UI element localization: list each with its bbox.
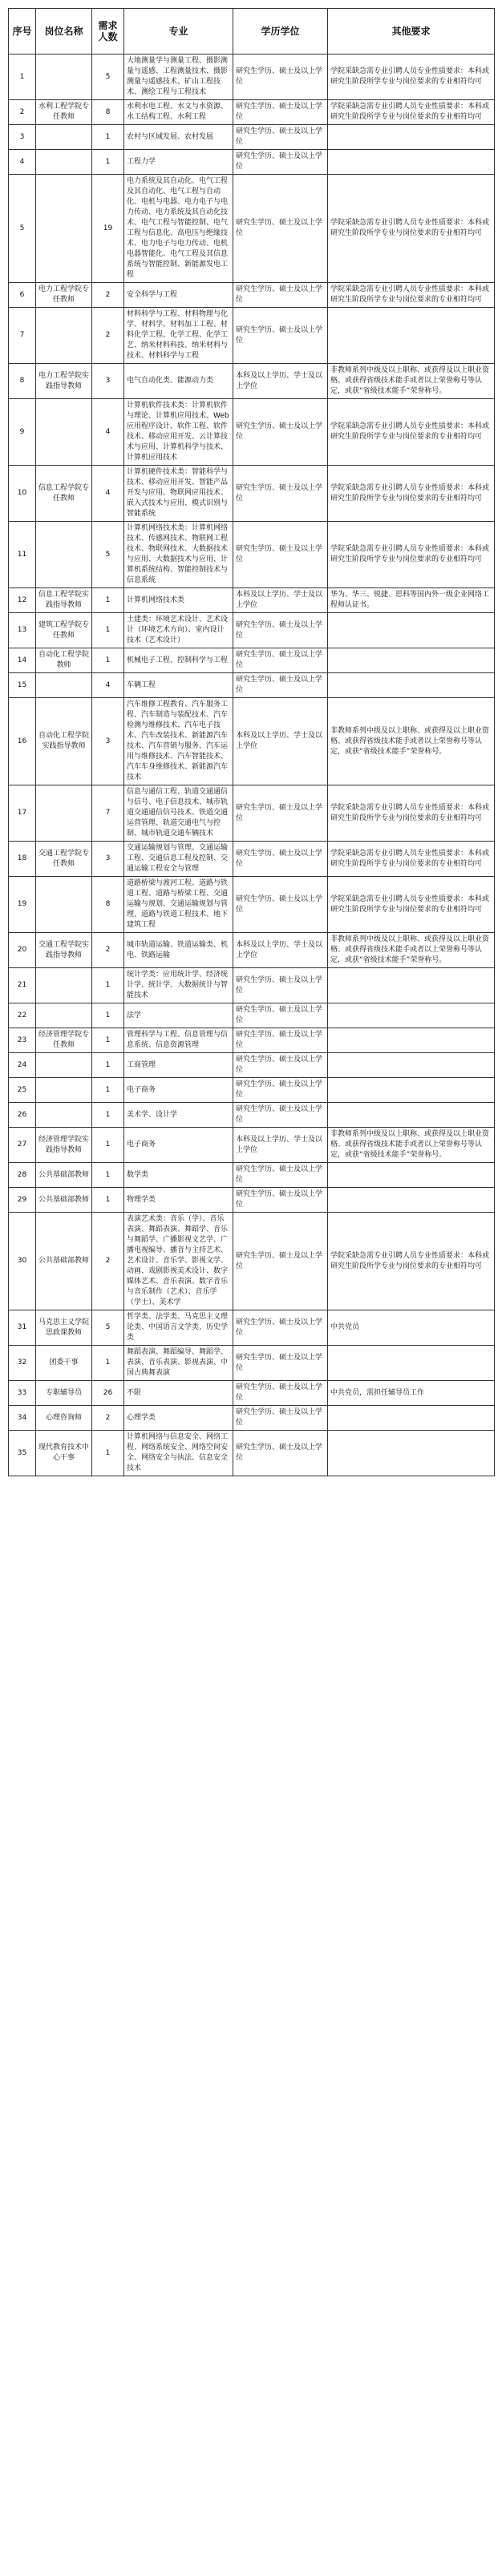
cell-post: 公共基础部教师 bbox=[36, 1188, 92, 1213]
table-row bbox=[9, 1213, 495, 1310]
cell-requirements bbox=[328, 1078, 495, 1103]
cell-headcount: 5 bbox=[92, 55, 124, 100]
cell-post: 公共基础部教师 bbox=[36, 1163, 92, 1188]
cell-headcount: 4 bbox=[92, 466, 124, 522]
cell-requirements: 学院采缺急需专业引聘人员专业性质要求：本科或研究生阶段所学专业与岗位要求的专业相符均可 bbox=[328, 55, 495, 100]
cell-post: 马克思主义学院思政课教师 bbox=[36, 1310, 92, 1346]
table-row bbox=[9, 399, 495, 466]
cell-headcount: 1 bbox=[92, 1028, 124, 1053]
cell-headcount: 1 bbox=[92, 1431, 124, 1476]
cell-post: 专职辅导员 bbox=[36, 1381, 92, 1406]
cell-education: 研究生学历、硕士及以上学位 bbox=[233, 1163, 328, 1188]
table-row bbox=[9, 1163, 495, 1188]
header-headcount: 需求人数 bbox=[92, 9, 124, 55]
table-row bbox=[9, 308, 495, 364]
cell-headcount: 1 bbox=[92, 1053, 124, 1078]
cell-education: 研究生学历、硕士及以上学位 bbox=[233, 842, 328, 877]
table-row bbox=[9, 1406, 495, 1431]
table-row bbox=[9, 877, 495, 933]
table-row bbox=[9, 1028, 495, 1053]
cell-serial: 29 bbox=[9, 1188, 36, 1213]
cell-requirements bbox=[328, 1103, 495, 1128]
cell-major: 物理学类 bbox=[124, 1188, 233, 1213]
table-header-row bbox=[9, 9, 495, 55]
table-row bbox=[9, 1310, 495, 1346]
cell-headcount: 3 bbox=[92, 698, 124, 785]
cell-major: 计算机网络与信息安全、网络工程、网络系统安全、网络空间安全、网络安全与执法、信息安全技术 bbox=[124, 1431, 233, 1476]
cell-serial: 19 bbox=[9, 877, 36, 933]
cell-requirements: 非教师系列中级及以上职称、或获得及以上职业资格、或获得省级技术能手或者以上荣誉称号等认定，或获“省级技术能手”荣誉称号。 bbox=[328, 698, 495, 785]
cell-major: 汽车维修工程教育、汽车服务工程、汽车制造与装配技术、汽车检测与维修技术、汽车电子技术、汽车改装技术、新能源汽车技术、汽车营销与服务、汽车运用与维修技术、汽车智能技术、汽车车身维修技术、新能源汽车技术 bbox=[124, 698, 233, 785]
cell-headcount: 2 bbox=[92, 933, 124, 968]
cell-headcount: 1 bbox=[92, 1128, 124, 1163]
cell-education: 研究生学历、硕士及以上学位 bbox=[233, 522, 328, 588]
cell-education: 研究生学历、硕士及以上学位 bbox=[233, 613, 328, 648]
cell-major: 电力系统及其自动化、电气工程及其自动化、电气工程与自动化、电机与电器、电力电子与电力传动、电力系统及其自动化技术、电气工程与智能控制、电气工程与信息化、高电压与绝缘技术、电力电子与电力传动、电机电器智能化、电气工程及其信息系统与智能控制、新能源发电工程 bbox=[124, 175, 233, 283]
cell-requirements: 非教师系列中级及以上职称、或获得及以上职业资格、或获得省级技术能手或者以上荣誉称号等认定，或获“省级技术能手”荣誉称号。 bbox=[328, 933, 495, 968]
cell-headcount: 1 bbox=[92, 613, 124, 648]
cell-education: 研究生学历、硕士及以上学位 bbox=[233, 673, 328, 698]
cell-headcount: 2 bbox=[92, 283, 124, 308]
cell-post bbox=[36, 175, 92, 283]
cell-education: 研究生学历、硕士及以上学位 bbox=[233, 785, 328, 842]
cell-post: 信息工程学院实践指导教师 bbox=[36, 588, 92, 613]
cell-major: 计算机网络技术类：计算机网络技术、传感网技术、物联网工程技术、物联网技术、大数据技术与应用、大数据技术与应用、计算机系统结构、智能控制技术与信息系统 bbox=[124, 522, 233, 588]
cell-major: 舞蹈表演、舞蹈编导、舞蹈学、表演、音乐表演、影视表演、中国古典舞表演 bbox=[124, 1346, 233, 1381]
cell-requirements bbox=[328, 648, 495, 673]
cell-requirements: 华为、华三、锐捷、思科等国内外一级企业网络工程师认证书。 bbox=[328, 588, 495, 613]
header-major: 专业 bbox=[124, 9, 233, 55]
cell-headcount: 1 bbox=[92, 1346, 124, 1381]
cell-major: 城市轨道运输、铁道运输类、机电、铁路运输 bbox=[124, 933, 233, 968]
cell-education: 研究生学历、硕士及以上学位 bbox=[233, 1103, 328, 1128]
cell-major: 数学类 bbox=[124, 1163, 233, 1188]
cell-education: 研究生学历、硕士及以上学位 bbox=[233, 1078, 328, 1103]
cell-headcount: 1 bbox=[92, 1103, 124, 1128]
cell-post: 自动化工程学院教师 bbox=[36, 648, 92, 673]
table-row bbox=[9, 1103, 495, 1128]
cell-post bbox=[36, 150, 92, 175]
cell-headcount: 3 bbox=[92, 364, 124, 399]
cell-education: 本科及以上学历、学士及以上学位 bbox=[233, 933, 328, 968]
cell-education: 研究生学历、硕士及以上学位 bbox=[233, 1213, 328, 1310]
cell-education: 研究生学历、硕士及以上学位 bbox=[233, 1028, 328, 1053]
cell-headcount: 1 bbox=[92, 125, 124, 150]
cell-post bbox=[36, 55, 92, 100]
cell-requirements bbox=[328, 1431, 495, 1476]
cell-major: 美术学、设计学 bbox=[124, 1103, 233, 1128]
cell-education: 本科及以上学历、学士及以上学位 bbox=[233, 588, 328, 613]
cell-requirements bbox=[328, 1028, 495, 1053]
cell-education: 研究生学历、硕士及以上学位 bbox=[233, 150, 328, 175]
cell-major: 水利水电工程、水文与水资源、水工结构工程、水利工程 bbox=[124, 100, 233, 125]
cell-headcount: 26 bbox=[92, 1381, 124, 1406]
table-row bbox=[9, 364, 495, 399]
table-body bbox=[9, 55, 495, 1476]
cell-major: 哲学类、法学类、马克思主义理论类、中国语言文学类、历史学类 bbox=[124, 1310, 233, 1346]
cell-education: 研究生学历、硕士及以上学位 bbox=[233, 125, 328, 150]
cell-education: 本科及以上学历、学士及以上学位 bbox=[233, 698, 328, 785]
cell-major: 安全科学与工程 bbox=[124, 283, 233, 308]
cell-major: 心理学类 bbox=[124, 1406, 233, 1431]
table-row bbox=[9, 1128, 495, 1163]
table-row bbox=[9, 1188, 495, 1213]
cell-headcount: 1 bbox=[92, 648, 124, 673]
table-row bbox=[9, 648, 495, 673]
cell-serial: 20 bbox=[9, 933, 36, 968]
cell-education: 研究生学历、硕士及以上学位 bbox=[233, 1431, 328, 1476]
cell-serial: 17 bbox=[9, 785, 36, 842]
cell-serial: 22 bbox=[9, 1003, 36, 1028]
cell-headcount: 8 bbox=[92, 877, 124, 933]
cell-post: 公共基础部教师 bbox=[36, 1213, 92, 1310]
cell-post: 团委干事 bbox=[36, 1346, 92, 1381]
cell-serial: 25 bbox=[9, 1078, 36, 1103]
cell-requirements bbox=[328, 968, 495, 1003]
cell-education: 研究生学历、硕士及以上学位 bbox=[233, 1053, 328, 1078]
table-row bbox=[9, 1053, 495, 1078]
cell-serial: 16 bbox=[9, 698, 36, 785]
cell-headcount: 2 bbox=[92, 1406, 124, 1431]
cell-headcount: 8 bbox=[92, 100, 124, 125]
cell-headcount: 4 bbox=[92, 673, 124, 698]
table-row bbox=[9, 968, 495, 1003]
cell-post: 电力工程学院专任教师 bbox=[36, 283, 92, 308]
table-row bbox=[9, 1431, 495, 1476]
cell-education: 研究生学历、硕士及以上学位 bbox=[233, 399, 328, 466]
cell-headcount: 2 bbox=[92, 308, 124, 364]
cell-headcount: 19 bbox=[92, 175, 124, 283]
cell-requirements: 中共党员，需担任辅导员工作 bbox=[328, 1381, 495, 1406]
cell-requirements: 学院采缺急需专业引聘人员专业性质要求：本科或研究生阶段所学专业与岗位要求的专业相符均可 bbox=[328, 283, 495, 308]
cell-serial: 21 bbox=[9, 968, 36, 1003]
cell-major: 不限 bbox=[124, 1381, 233, 1406]
cell-requirements bbox=[328, 1346, 495, 1381]
cell-education: 研究生学历、硕士及以上学位 bbox=[233, 308, 328, 364]
cell-requirements: 学院采缺急需专业引聘人员专业性质要求：本科或研究生阶段所学专业与岗位要求的专业相符均可 bbox=[328, 877, 495, 933]
cell-serial: 9 bbox=[9, 399, 36, 466]
cell-headcount: 1 bbox=[92, 1078, 124, 1103]
cell-post bbox=[36, 125, 92, 150]
cell-education: 研究生学历、硕士及以上学位 bbox=[233, 1310, 328, 1346]
table-row bbox=[9, 613, 495, 648]
cell-post: 水利工程学院专任教师 bbox=[36, 100, 92, 125]
cell-requirements bbox=[328, 308, 495, 364]
table-row bbox=[9, 842, 495, 877]
cell-serial: 2 bbox=[9, 100, 36, 125]
cell-major: 材料科学与工程、材料物理与化学、材料学、材料加工工程、材料化学工程、化学工程、化学工艺、纳米材料科技、纳米材料与技术、材料科学与工程 bbox=[124, 308, 233, 364]
cell-requirements: 学院采缺急需专业引聘人员专业性质要求：本科或研究生阶段所学专业与岗位要求的专业相符均可 bbox=[328, 399, 495, 466]
cell-headcount: 1 bbox=[92, 150, 124, 175]
cell-post bbox=[36, 877, 92, 933]
cell-serial: 13 bbox=[9, 613, 36, 648]
cell-education: 本科及以上学历、学士及以上学位 bbox=[233, 364, 328, 399]
cell-headcount: 4 bbox=[92, 399, 124, 466]
cell-serial: 24 bbox=[9, 1053, 36, 1078]
cell-education: 研究生学历、硕士及以上学位 bbox=[233, 648, 328, 673]
cell-education: 研究生学历、硕士及以上学位 bbox=[233, 175, 328, 283]
cell-post: 现代教育技术中心干事 bbox=[36, 1431, 92, 1476]
table-row bbox=[9, 1381, 495, 1406]
cell-education: 研究生学历、硕士及以上学位 bbox=[233, 968, 328, 1003]
cell-major: 电子商务 bbox=[124, 1078, 233, 1103]
cell-headcount: 3 bbox=[92, 842, 124, 877]
cell-requirements: 非教师系列中级及以上职称、或获得及以上职业资格、或获得省级技术能手或者以上荣誉称号等认定，或获“省级技术能手”荣誉称号。 bbox=[328, 1128, 495, 1163]
header-serial: 序号 bbox=[9, 9, 36, 55]
table-row bbox=[9, 1346, 495, 1381]
cell-serial: 7 bbox=[9, 308, 36, 364]
cell-major: 统计学类：应用统计学、经济统计学、统计学、大数据统计与智能技术 bbox=[124, 968, 233, 1003]
cell-requirements: 学院采缺急需专业引聘人员专业性质要求：本科或研究生阶段所学专业与岗位要求的专业相符均可 bbox=[328, 522, 495, 588]
cell-requirements bbox=[328, 613, 495, 648]
cell-headcount: 7 bbox=[92, 785, 124, 842]
cell-requirements: 学院采缺急需专业引聘人员专业性质要求：本科或研究生阶段所学专业与岗位要求的专业相符均可 bbox=[328, 100, 495, 125]
cell-post bbox=[36, 785, 92, 842]
cell-major: 车辆工程 bbox=[124, 673, 233, 698]
cell-education: 研究生学历、硕士及以上学位 bbox=[233, 1188, 328, 1213]
table-row bbox=[9, 100, 495, 125]
recruitment-table bbox=[8, 8, 495, 1476]
cell-education: 研究生学历、硕士及以上学位 bbox=[233, 877, 328, 933]
cell-post bbox=[36, 399, 92, 466]
cell-major: 土建类：环境艺术设计、艺术设计（环境艺术方向）、室内设计技术（艺术设计） bbox=[124, 613, 233, 648]
cell-requirements: 中共党员 bbox=[328, 1310, 495, 1346]
cell-headcount: 5 bbox=[92, 1310, 124, 1346]
cell-major: 机械电子工程、控制科学与工程 bbox=[124, 648, 233, 673]
cell-major: 管理科学与工程、信息管理与信息系统、信息资源管理 bbox=[124, 1028, 233, 1053]
cell-serial: 28 bbox=[9, 1163, 36, 1188]
cell-headcount: 1 bbox=[92, 968, 124, 1003]
cell-major: 计算机网络技术类 bbox=[124, 588, 233, 613]
table-row bbox=[9, 466, 495, 522]
cell-serial: 10 bbox=[9, 466, 36, 522]
cell-education: 研究生学历、硕士及以上学位 bbox=[233, 466, 328, 522]
cell-headcount: 1 bbox=[92, 1163, 124, 1188]
cell-requirements: 非教师系列中级及以上职称、或获得及以上职业资格、或获得省级技术能手或者以上荣誉称号等认定，或获“省级技术能手”荣誉称号。 bbox=[328, 364, 495, 399]
cell-major: 农村与区域发展、农村发展 bbox=[124, 125, 233, 150]
cell-education: 研究生学历、硕士及以上学位 bbox=[233, 1381, 328, 1406]
cell-serial: 18 bbox=[9, 842, 36, 877]
cell-education: 研究生学历、硕士及以上学位 bbox=[233, 1406, 328, 1431]
cell-serial: 34 bbox=[9, 1406, 36, 1431]
cell-post: 交通工程学院实践指导教师 bbox=[36, 933, 92, 968]
cell-requirements bbox=[328, 1003, 495, 1028]
table-row bbox=[9, 522, 495, 588]
cell-post bbox=[36, 1003, 92, 1028]
cell-major: 法学 bbox=[124, 1003, 233, 1028]
cell-serial: 26 bbox=[9, 1103, 36, 1128]
cell-serial: 6 bbox=[9, 283, 36, 308]
cell-requirements: 学院采缺急需专业引聘人员专业性质要求：本科或研究生阶段所学专业与岗位要求的专业相符均可 bbox=[328, 842, 495, 877]
cell-post bbox=[36, 522, 92, 588]
cell-major: 交通运输规划与管理、交通运输工程、交通信息工程及控制、交通运输工程安全与管理 bbox=[124, 842, 233, 877]
cell-post bbox=[36, 1103, 92, 1128]
cell-major: 电子商务 bbox=[124, 1128, 233, 1163]
cell-serial: 27 bbox=[9, 1128, 36, 1163]
cell-major: 表演艺术类：音乐（学）、音乐表演、舞蹈表演、舞蹈学、音乐与舞蹈学、广播影视文艺学、广播电视编导、播音与主持艺术、艺术设计、音乐学、影视文学、动画、戏剧影视美术设计、数字媒体艺术、音乐表演、数字音乐与音乐制作（艺术）、音乐学（学士）、美术学 bbox=[124, 1213, 233, 1310]
cell-post: 经济管理学院专任教师 bbox=[36, 1028, 92, 1053]
cell-education: 研究生学历、硕士及以上学位 bbox=[233, 100, 328, 125]
cell-post: 心理咨询师 bbox=[36, 1406, 92, 1431]
cell-post: 交通工程学院专任教师 bbox=[36, 842, 92, 877]
cell-serial: 12 bbox=[9, 588, 36, 613]
cell-headcount: 1 bbox=[92, 1003, 124, 1028]
recruitment-document bbox=[8, 8, 494, 1476]
cell-headcount: 2 bbox=[92, 1213, 124, 1310]
cell-requirements: 学院采缺急需专业引聘人员专业性质要求：本科或研究生阶段所学专业与岗位要求的专业相符均可 bbox=[328, 175, 495, 283]
cell-requirements bbox=[328, 673, 495, 698]
cell-requirements bbox=[328, 125, 495, 150]
cell-post: 经济管理学院实践指导教师 bbox=[36, 1128, 92, 1163]
cell-serial: 31 bbox=[9, 1310, 36, 1346]
table-row bbox=[9, 1003, 495, 1028]
cell-post bbox=[36, 1078, 92, 1103]
cell-serial: 5 bbox=[9, 175, 36, 283]
cell-requirements: 学院采缺急需专业引聘人员专业性质要求：本科或研究生阶段所学专业与岗位要求的专业相符均可 bbox=[328, 785, 495, 842]
table-row bbox=[9, 150, 495, 175]
cell-education: 研究生学历、硕士及以上学位 bbox=[233, 1346, 328, 1381]
table-row bbox=[9, 175, 495, 283]
cell-serial: 8 bbox=[9, 364, 36, 399]
cell-headcount: 5 bbox=[92, 522, 124, 588]
table-row bbox=[9, 125, 495, 150]
cell-major: 电气自动化类、能源动力类 bbox=[124, 364, 233, 399]
cell-requirements bbox=[328, 1053, 495, 1078]
cell-major: 计算机软件技术类：计算机软件与理论、计算机应用技术、Web应用程序设计、软件工程、软件技术、移动应用开发、云计算技术与应用、计算机科学与技术、计算机应用技术 bbox=[124, 399, 233, 466]
cell-major: 工商管理 bbox=[124, 1053, 233, 1078]
table-row bbox=[9, 673, 495, 698]
cell-serial: 1 bbox=[9, 55, 36, 100]
cell-post: 建筑工程学院专任教师 bbox=[36, 613, 92, 648]
cell-serial: 3 bbox=[9, 125, 36, 150]
cell-education: 研究生学历、硕士及以上学位 bbox=[233, 283, 328, 308]
table-row bbox=[9, 283, 495, 308]
cell-major: 道路桥梁与渡河工程、道路与铁道工程、道路与桥梁工程、交通运输与规划、交通运输规划与管理、道路与铁道工程技术、地下建筑工程 bbox=[124, 877, 233, 933]
cell-headcount: 1 bbox=[92, 588, 124, 613]
cell-education: 本科及以上学历、学士及以上学位 bbox=[233, 1128, 328, 1163]
cell-requirements: 学院采缺急需专业引聘人员专业性质要求：本科或研究生阶段所学专业与岗位要求的专业相符均可 bbox=[328, 466, 495, 522]
cell-major: 信息与通信工程、轨道交通通信与信号、电子信息技术、城市轨道交通通信信号技术、铁道交通运营管理、轨道交通电气与控制、城市轨道交通车辆技术 bbox=[124, 785, 233, 842]
table-row bbox=[9, 588, 495, 613]
cell-education: 研究生学历、硕士及以上学位 bbox=[233, 55, 328, 100]
cell-major: 工程力学 bbox=[124, 150, 233, 175]
table-row bbox=[9, 698, 495, 785]
cell-education: 研究生学历、硕士及以上学位 bbox=[233, 1003, 328, 1028]
cell-post bbox=[36, 1053, 92, 1078]
cell-serial: 23 bbox=[9, 1028, 36, 1053]
cell-requirements bbox=[328, 1163, 495, 1188]
cell-requirements bbox=[328, 1188, 495, 1213]
cell-serial: 33 bbox=[9, 1381, 36, 1406]
cell-serial: 4 bbox=[9, 150, 36, 175]
cell-post bbox=[36, 673, 92, 698]
header-requirements: 其他要求 bbox=[328, 9, 495, 55]
cell-major: 计算机硬件技术类：智能科学与技术、移动应用开发、智能产品开发与应用、物联网应用技术、嵌入式技术与应用、模式识别与智能系统 bbox=[124, 466, 233, 522]
cell-post bbox=[36, 308, 92, 364]
header-post: 岗位名称 bbox=[36, 9, 92, 55]
cell-post: 电力工程学院实践指导教师 bbox=[36, 364, 92, 399]
table-row bbox=[9, 785, 495, 842]
cell-requirements bbox=[328, 150, 495, 175]
table-row bbox=[9, 933, 495, 968]
cell-serial: 15 bbox=[9, 673, 36, 698]
cell-headcount: 1 bbox=[92, 1188, 124, 1213]
cell-post: 信息工程学院专任教师 bbox=[36, 466, 92, 522]
table-row bbox=[9, 1078, 495, 1103]
cell-serial: 11 bbox=[9, 522, 36, 588]
header-education: 学历学位 bbox=[233, 9, 328, 55]
table-row bbox=[9, 55, 495, 100]
cell-serial: 35 bbox=[9, 1431, 36, 1476]
cell-serial: 30 bbox=[9, 1213, 36, 1310]
cell-requirements bbox=[328, 1406, 495, 1431]
cell-requirements: 学院采缺急需专业引聘人员专业性质要求：本科或研究生阶段所学专业与岗位要求的专业相符均可 bbox=[328, 1213, 495, 1310]
cell-post: 自动化工程学院实践指导教师 bbox=[36, 698, 92, 785]
cell-major: 大地测量学与测量工程、摄影测量与遥感、工程测量技术、摄影测量与遥感技术、矿山工程技术、测绘工程与工程技术 bbox=[124, 55, 233, 100]
cell-post bbox=[36, 968, 92, 1003]
cell-serial: 14 bbox=[9, 648, 36, 673]
cell-serial: 32 bbox=[9, 1346, 36, 1381]
